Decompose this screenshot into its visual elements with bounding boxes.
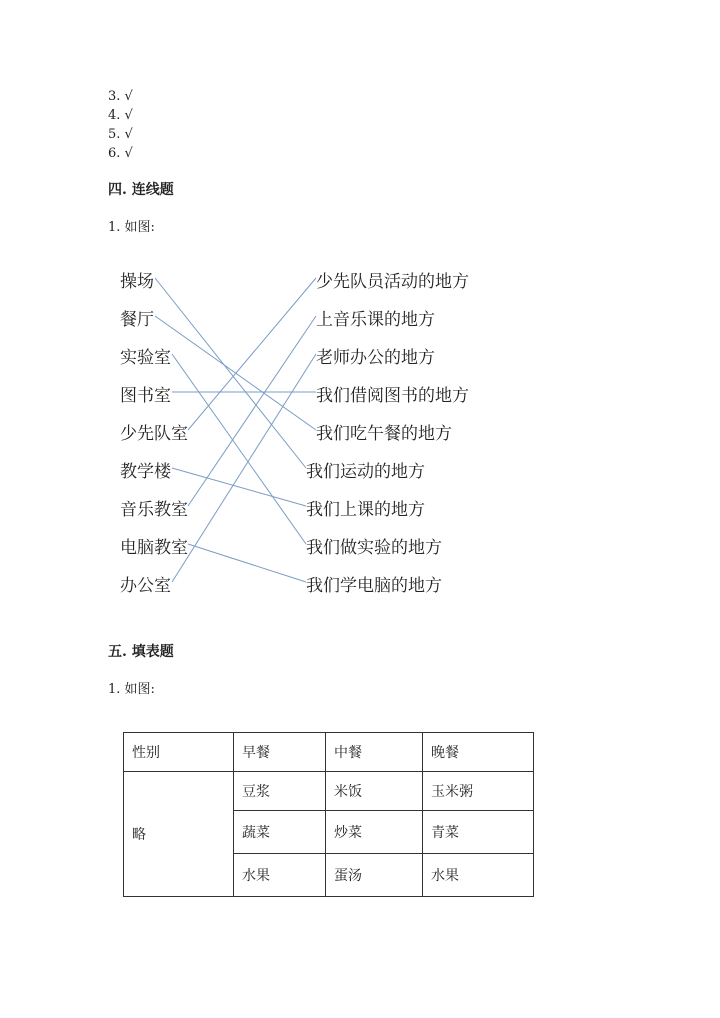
match-line-5	[188, 278, 316, 430]
answer-3: 3. √	[108, 89, 133, 104]
answer-5: 5. √	[108, 127, 133, 142]
table-cell: 蛋汤	[326, 854, 423, 897]
meal-table	[123, 732, 534, 897]
left-item-lab: 实验室	[120, 348, 171, 368]
header-breakfast: 早餐	[234, 733, 326, 772]
table-cell: 水果	[234, 854, 326, 897]
right-item-computer-study: 我们学电脑的地方	[306, 576, 442, 596]
answer-6: 6. √	[108, 146, 133, 161]
right-item-experiments: 我们做实验的地方	[306, 538, 442, 558]
left-item-library: 图书室	[120, 386, 171, 406]
header-dinner: 晚餐	[423, 733, 534, 772]
table-row	[124, 772, 534, 811]
right-item-borrow-books: 我们借阅图书的地方	[316, 386, 469, 406]
table-cell: 蔬菜	[234, 811, 326, 854]
table-cell: 豆浆	[234, 772, 326, 811]
right-item-classes: 我们上课的地方	[306, 500, 425, 520]
table-cell: 青菜	[423, 811, 534, 854]
section-4-title: 四. 连线题	[108, 182, 174, 198]
left-item-teaching-building: 教学楼	[120, 462, 171, 482]
match-line-8	[188, 544, 306, 582]
left-item-canteen: 餐厅	[120, 310, 154, 330]
table-cell: 水果	[423, 854, 534, 897]
left-item-playground: 操场	[120, 272, 154, 292]
section-4-sub: 1. 如图:	[108, 220, 155, 235]
match-line-3	[172, 354, 306, 544]
right-item-exercise: 我们运动的地方	[306, 462, 425, 482]
right-item-music-class: 上音乐课的地方	[316, 310, 435, 330]
right-item-teacher-office: 老师办公的地方	[316, 348, 435, 368]
merged-gender-cell: 略	[124, 772, 234, 897]
table-cell: 米饭	[326, 772, 423, 811]
left-item-computer-room: 电脑教室	[120, 538, 188, 558]
match-line-7	[188, 316, 316, 506]
left-item-office: 办公室	[120, 576, 171, 596]
table-header-row	[124, 733, 534, 772]
table-cell: 炒菜	[326, 811, 423, 854]
header-lunch: 中餐	[326, 733, 423, 772]
answer-4: 4. √	[108, 108, 133, 123]
section-5-title: 五. 填表题	[108, 644, 174, 660]
right-item-lunch: 我们吃午餐的地方	[316, 424, 452, 444]
left-item-pioneer-room: 少先队室	[120, 424, 188, 444]
header-gender: 性别	[124, 733, 234, 772]
match-line-9	[172, 354, 316, 582]
left-item-music-room: 音乐教室	[120, 500, 188, 520]
section-5-sub: 1. 如图:	[108, 682, 155, 697]
table-cell: 玉米粥	[423, 772, 534, 811]
right-item-pioneer-activity: 少先队员活动的地方	[316, 272, 469, 292]
